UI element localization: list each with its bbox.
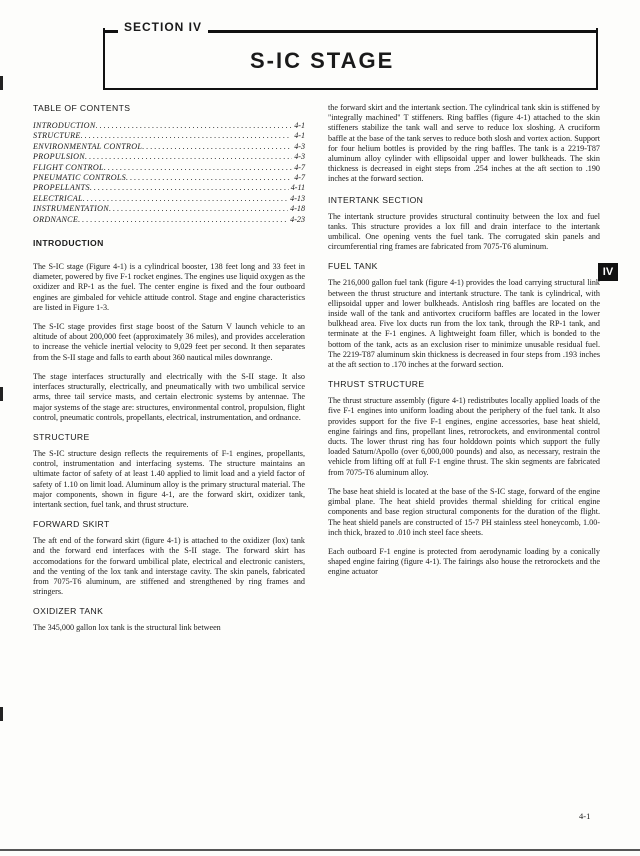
page-title: S-IC STAGE — [250, 48, 395, 73]
toc-item-label: PROPULSION — [33, 152, 86, 162]
paragraph: Each outboard F-1 engine is protected from aerodynamic loading by a conically shaped engine fairing (figure 4-1). The fairings also house the retrorockets and the engine actuator — [328, 546, 600, 577]
paragraph: The base heat shield is located at the base of the S-IC stage, forward of the engine gimbal plane. The heat shield provides thermal shielding for critical engine components and base region structural components for the duration of the flight. The heat shield panels are constructed of 15-7 PH stainless steel honeycomb, 1.00-inch thick, brazed to .010 inch steel face sheets. — [328, 486, 600, 537]
toc-item[interactable] — [33, 204, 305, 214]
toc-item-page: 4-11 — [290, 183, 305, 193]
toc-item-page: 4-13 — [290, 193, 305, 203]
section-heading-forward-skirt: FORWARD SKIRT — [33, 519, 110, 530]
section-heading-intertank: INTERTANK SECTION — [328, 194, 424, 205]
section-heading-fuel-tank: FUEL TANK — [328, 261, 378, 272]
toc-item-label: STRUCTURE — [33, 131, 81, 141]
paragraph: The stage interfaces structurally and electrically with the S-II stage. It also interfaces structurally, electrically, and pneumatically with two umbilical service arms, three tail service masts, and certain electronic systems by antennae. The major systems of the stage are: structures, environmental control, propulsion, flight control, pneumatic controls, propellants, electrical, instrumentation, and ordnance. — [33, 371, 305, 422]
toc-item-page: 4-1 — [294, 121, 305, 130]
toc-item-label: ELECTRICAL — [33, 193, 83, 203]
toc-item[interactable] — [33, 163, 305, 173]
paragraph: The intertank structure provides structural continuity between the lox and fuel tanks. This structure provides a lox fill and drain interface to the intertank umbilical. One opening vents the fuel tank. The corrugated skin panels and circumferential ring frames are fabricated from 7075-T6 aluminum. — [328, 211, 600, 252]
toc-item[interactable] — [33, 215, 305, 225]
toc-item-label: INSTRUMENTATION — [33, 204, 109, 214]
toc-item[interactable] — [33, 183, 305, 193]
toc-item-page: 4-3 — [294, 152, 305, 162]
binder-hole-mark — [0, 76, 3, 90]
toc-item[interactable] — [33, 152, 305, 162]
paragraph: The S-IC stage provides first stage boost of the Saturn V launch vehicle to an altitude of about 200,000 feet (approximately 36 miles), and provides acceleration to increase the vehicle inertial velocity to 9,029 feet per second. It then separates from the S-II stage and falls to earth about 360 nautical miles downrange. — [33, 322, 305, 362]
section-heading-thrust-structure: THRUST STRUCTURE — [328, 379, 425, 390]
paragraph: The 345,000 gallon lox tank is the structural link between — [33, 623, 221, 633]
table-of-contents — [33, 121, 305, 225]
paragraph: The aft end of the forward skirt (figure 4-1) is attached to the oxidizer (lox) tank and the forward end interfaces with the S-II stage. The forward skirt has accomodations for the forward umbilical plate, electrical and electronic canisters, and the venting of the lox tank and interstage cavity. The skin panels, fabricated from 7075-T6 aluminum, are stiffened and strengthened by ring frames and stringers. — [33, 536, 305, 597]
binder-hole-mark — [0, 387, 3, 401]
paragraph: The S-IC stage (Figure 4-1) is a cylindrical booster, 138 feet long and 33 feet in diameter, powered by five F-1 rocket engines. The engines use liquid oxygen as the oxidizer and RP-1 as the fuel. The center engine is fixed and the four outboard engines are gimbaled for vehicle attitude control. Stage and engine characteristics are listed in Figure 1-3. — [33, 262, 305, 312]
toc-item-label: PNEUMATIC CONTROLS — [33, 173, 127, 183]
toc-item-page: 4-7 — [294, 162, 305, 172]
section-heading-structure: STRUCTURE — [33, 431, 90, 442]
toc-item-page: 4-1 — [294, 131, 305, 141]
toc-item-label: ENVIRONMENTAL CONTROL — [33, 141, 143, 151]
toc-item[interactable] — [33, 131, 305, 141]
toc-item-page: 4-23 — [290, 214, 305, 224]
paragraph: The S-IC structure design reflects the requirements of F-1 engines, propellants, control, instrumentation and interfacing systems. The structure maintains an ultimate factor of safety of at least 1.40 applied to limit load and a yield factor of safety of 1.10 on limit load. Aluminum alloy is the primary structural material. The major components, shown in figure 4-1, are the forward skirt, oxidizer tank, intertank section, fuel tank, and thrust structure. — [33, 448, 305, 509]
paragraph: The 216,000 gallon fuel tank (figure 4-1) provides the load carrying structural link between the thrust structure and intertank structure. The tank is cylindrical, with ellipsoidal upper and lower bulkheads. Antislosh ring baffles are located on the inside wall of the tank and antivortex cruciform baffles are located in the lower bulkhead area. Five lox ducts run from the lox tank, through the RP-1 tank, and terminate at the F-1 engines. A lightweight foam filler, which is bonded to the bottom of the tank, acts as an exclusion riser to minimize unusable residual fuel. The 2219-T87 aluminum skin thickness is decreased in four steps from .193 inches at the aft section to .170 inches at the forward section. — [328, 278, 600, 370]
section-heading-oxidizer-tank: OXIDIZER TANK — [33, 606, 104, 617]
page-number: 4-1 — [579, 811, 591, 821]
paragraph: The thrust structure assembly (figure 4-1) redistributes locally applied loads of the five F-1 engines into uniform loading about the periphery of the fuel tank. It also provides support for the five F-1 engines, engine accessories, base heat shield, engine fairings and fins, propellant lines, retrorockets, and environmental control ducts. The lower thrust ring has four holddown points which support the fully loaded Saturn/Apollo (over 6,000,000 pounds) and also, as necessary, restrain the vehicle from lifting off at full F-1 engine thrust. The skin segments are fabricated from 7075-T6 aluminum alloy. — [328, 396, 600, 477]
section-tab: IV — [598, 263, 618, 281]
paragraph: the forward skirt and the intertank section. The cylindrical tank skin is stiffened by "integrally machined" T stiffeners. Ring baffles (figure 4-1) attached to the skin stiffeners stabilize the tank wall and serve to reduce lox sloshing. A cruciform baffle at the base of the tank serves to reduce both slosh and vortex action. Support for four helium bottles is provided by the ring baffles. The tank is a 2219-T87 aluminum alloy cylinder with ellipsoidal upper and lower bulkheads. The skin thickness is decreased in eight steps from .254 inches at the aft section to .190 inches at the forward section. — [328, 103, 600, 184]
left-column — [33, 103, 305, 643]
section-heading-introduction: INTRODUCTION — [33, 238, 104, 249]
section-label: SECTION IV — [118, 20, 208, 34]
toc-item[interactable] — [33, 121, 305, 131]
bottom-rule — [0, 849, 640, 851]
binder-hole-mark — [0, 707, 3, 721]
right-column — [328, 103, 600, 587]
toc-item-label: PROPELLANTS — [33, 183, 90, 193]
toc-heading: TABLE OF CONTENTS — [33, 103, 131, 113]
toc-item-page: 4-18 — [290, 204, 305, 214]
toc-item-page: 4-7 — [294, 173, 305, 183]
toc-item-label: FLIGHT CONTROL — [33, 162, 104, 172]
toc-item[interactable] — [33, 194, 305, 204]
toc-item-label: ORDNANCE — [33, 214, 79, 224]
toc-item-page: 4-3 — [294, 141, 305, 151]
toc-item[interactable] — [33, 173, 305, 183]
toc-item-label: INTRODUCTION — [33, 121, 96, 130]
toc-item[interactable] — [33, 142, 305, 152]
